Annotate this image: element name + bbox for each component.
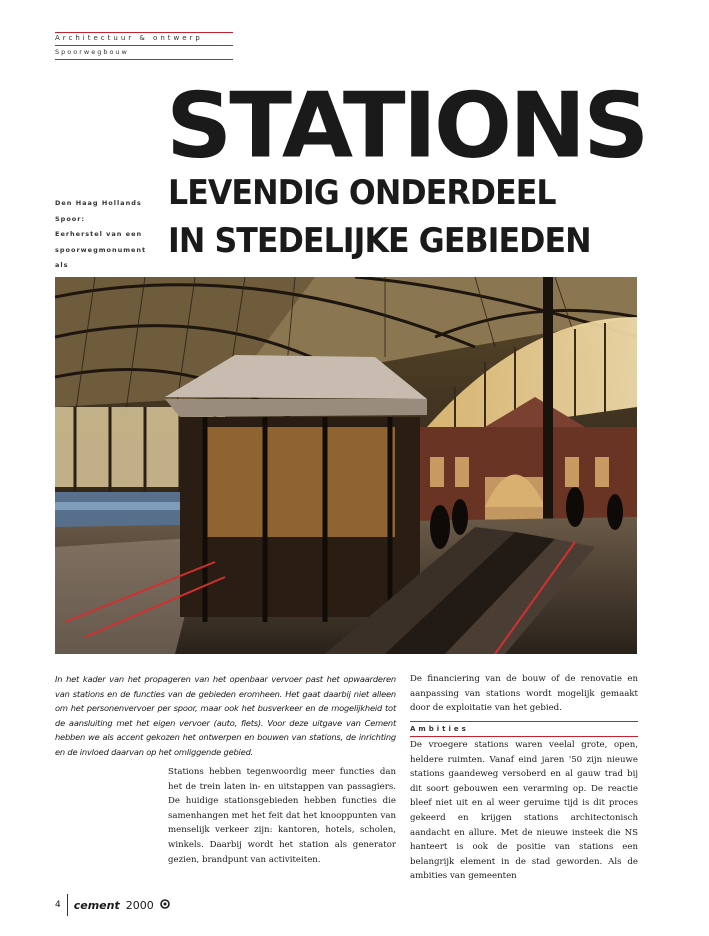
intro-paragraph: In het kader van het propageren van het openbaar vervoer past het opwaarderen van stations en de functies van de gebieden eromheen. Het gaat daarbij niet alleen om het personenvervoer per spoor, maar ook het busverkeer en de mogelijkheid tot de aansluiting met het eigen vervoer (auto, fiets). Voor deze uitgave van Cement hebben we als accent gekozen het ontwerpen en bouwen van stations, de inrichting en de invloed daarvan op het omliggende gebied. bbox=[55, 674, 396, 757]
headline-main: STATIONS bbox=[166, 73, 647, 178]
headline-sub-2: IN STEDELIJKE GEBIEDEN bbox=[168, 221, 591, 261]
body-column-2-bottom: De vroegere stations waren veelal grote, open, heldere ruimten. Vanaf eind jaren '50 zijn nieuwe stations gaandeweg versoberd en al gauw trad bij dit soort gebouwen een verarming op. De reactie bleef niet uit en al weer geruime tijd is dit proces gekeerd en krijgen stations architectonisch aandacht en allure. Met de nieuwe insteek die NS hanteert is ook de positie van stations een belangrijk element in de stad geworden. Als de ambities van gemeenten bbox=[410, 740, 638, 882]
subsection-label: Spoorwegbouw bbox=[55, 48, 129, 56]
section-rule-bottom bbox=[410, 736, 638, 737]
section-heading: Ambities bbox=[410, 725, 469, 733]
body-column-1: Stations hebben tegenwoordig meer functies dan het de trein laten in- en uitstappen van passagiers. De huidige stationsgebieden hebben functies die samenhangen met het feit dat het knooppunten van menselijk verkeer zijn: kantoren, hotels, scholen, winkels. Daarbij wordt het station als generator gezien, brandpunt van activiteiten. bbox=[168, 767, 396, 865]
sidebar-line: Eerherstel van een bbox=[55, 230, 143, 238]
header-rule-top bbox=[55, 32, 233, 33]
magazine-logo-icon bbox=[160, 899, 170, 912]
sidebar-line: Den Haag Hollands Spoor: bbox=[55, 199, 142, 223]
section-rule-top bbox=[410, 721, 638, 722]
page-footer bbox=[55, 894, 170, 916]
section-label: Architectuur & ontwerp bbox=[55, 34, 203, 42]
station-hall-photo bbox=[55, 277, 637, 654]
page-number: 4 bbox=[55, 900, 61, 910]
footer-divider bbox=[67, 894, 68, 916]
header-rule-middle bbox=[55, 45, 233, 46]
body-column-2-top: De financiering van de bouw of de renovatie en aanpassing van stations wordt mogelijk gemaakt door de exploitatie van het gebied. bbox=[410, 674, 638, 714]
magazine-name: cement bbox=[73, 898, 120, 912]
header-rule-bottom bbox=[55, 59, 233, 60]
magazine-year: 2000 bbox=[125, 898, 154, 912]
sidebar-line: spoorwegmonument als bbox=[55, 245, 147, 269]
headline-sub-1: LEVENDIG ONDERDEEL bbox=[168, 173, 556, 213]
